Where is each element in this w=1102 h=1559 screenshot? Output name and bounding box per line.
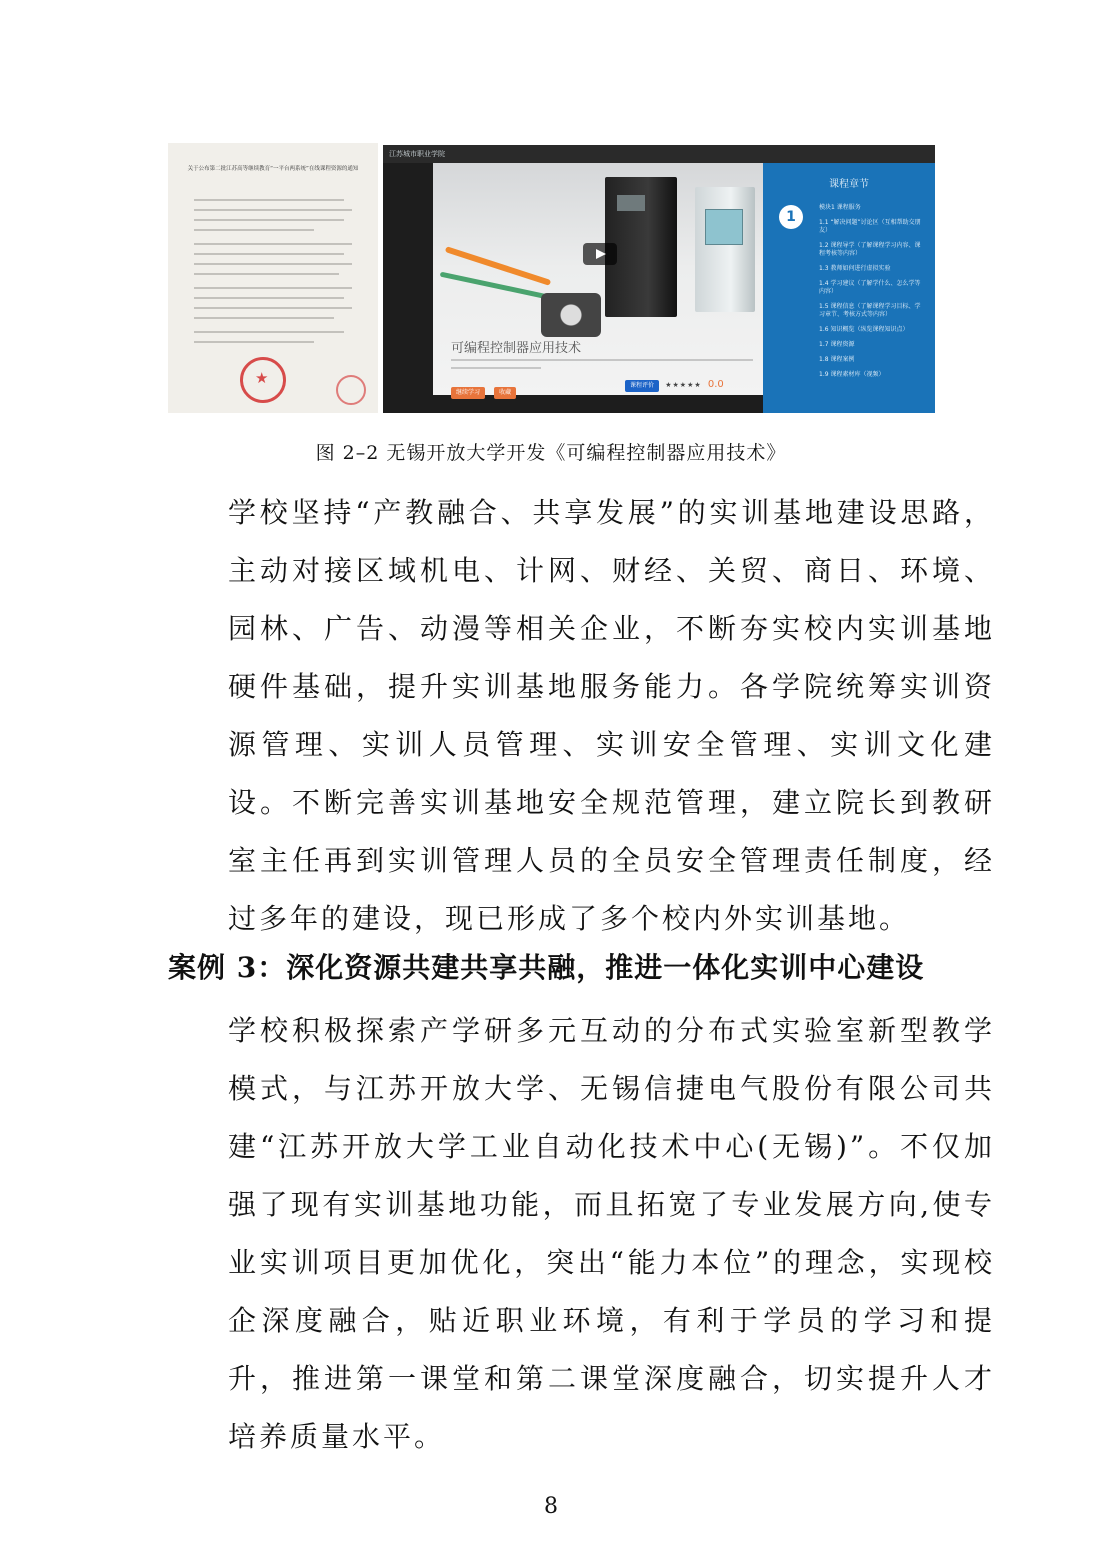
page-number: 8	[544, 1494, 558, 1519]
rate-course-button[interactable]: 课程评价	[625, 380, 659, 392]
play-icon[interactable]	[583, 243, 617, 265]
chapter-item[interactable]: 1.9 课程素材库（视频）	[819, 371, 885, 378]
course-screenshot	[383, 145, 935, 413]
platform-name: 江苏城市职业学院	[383, 145, 935, 163]
star-rating-icon: ★★★★★	[665, 381, 702, 389]
figure-2-2	[168, 143, 935, 413]
chapter-number-badge: 1	[779, 205, 803, 229]
body-paragraph-1: 学校坚持“产教融合、共享发展”的实训基地建设思路，主动对接区域机电、计网、财经、关贸、商日、环境、园林、广告、动漫等相关企业，不断夯实校内实训基地硬件基础，提升实训基地服务能力。各学院统筹实训资源管理、实训人员管理、实训安全管理、实训文化建设。不断完善实训基地安全规范管理，建立院长到教研室主任再到实训管理人员的全员安全管理责任制度，经过多年的建设，现已形成了多个校内外实训基地。	[228, 496, 995, 935]
continue-learning-button[interactable]: 继续学习	[451, 387, 485, 399]
red-seal-icon	[240, 357, 286, 403]
red-seal-icon	[336, 375, 366, 405]
favorite-button[interactable]: 收藏	[494, 387, 516, 399]
chapter-item[interactable]: 1.1 “解决问题”讨论区（互相帮助交朋友）	[819, 219, 921, 234]
chapter-item[interactable]: 1.7 课程资源	[819, 341, 855, 348]
course-rating	[625, 379, 724, 392]
rating-score: 0.0	[707, 379, 724, 390]
chapter-item[interactable]: 1.4 学习建议（了解学什么、怎么学等内容）	[819, 280, 921, 295]
case-heading: 案例 3：深化资源共建共享共融，推进一体化实训中心建设	[168, 951, 925, 984]
chapter-item[interactable]: 1.5 课程信息（了解课程学习目标、学习章节、考核方式等内容）	[819, 303, 921, 318]
chapter-item[interactable]: 1.6 知识概览（纵览课程知识点）	[819, 326, 909, 333]
body-paragraph-2: 学校积极探索产学研多元互动的分布式实验室新型教学模式，与江苏开放大学、无锡信捷电气股份有限公司共建“江苏开放大学工业自动化技术中心(无锡)”。不仅加强了现有实训基地功能，而且拓宽了专业发展方向,使专业实训项目更加优化，突出“能力本位”的理念，实现校企深度融合，贴近职业环境，有利于学员的学习和提升，推进第一课堂和第二课堂深度融合，切实提升人才培养质量水平。	[228, 1014, 995, 1453]
course-hero-image	[433, 163, 763, 395]
chapter-item[interactable]: 模块1 课程服务	[819, 204, 861, 211]
chapter-item[interactable]: 1.2 课程导学（了解课程学习内容、课程考核等内容）	[819, 242, 921, 257]
chapter-item[interactable]: 1.3 教师如何进行虚拟实验	[819, 265, 891, 272]
figure-caption: 图 2–2 无锡开放大学开发《可编程控制器应用技术》	[315, 442, 787, 464]
course-title: 可编程控制器应用技术	[451, 341, 582, 356]
notice-document-photo	[168, 143, 378, 413]
chapter-item[interactable]: 1.8 课程案例	[819, 356, 855, 363]
notice-title: 关于公布第二批江苏高等继续教育“一平台两系统”在线课程资源的通知	[187, 166, 359, 172]
course-chapters-panel	[763, 163, 935, 413]
servo-motor-image	[541, 293, 601, 337]
chapters-title: 课程章节	[829, 179, 869, 190]
plc-controller-image	[695, 187, 755, 312]
